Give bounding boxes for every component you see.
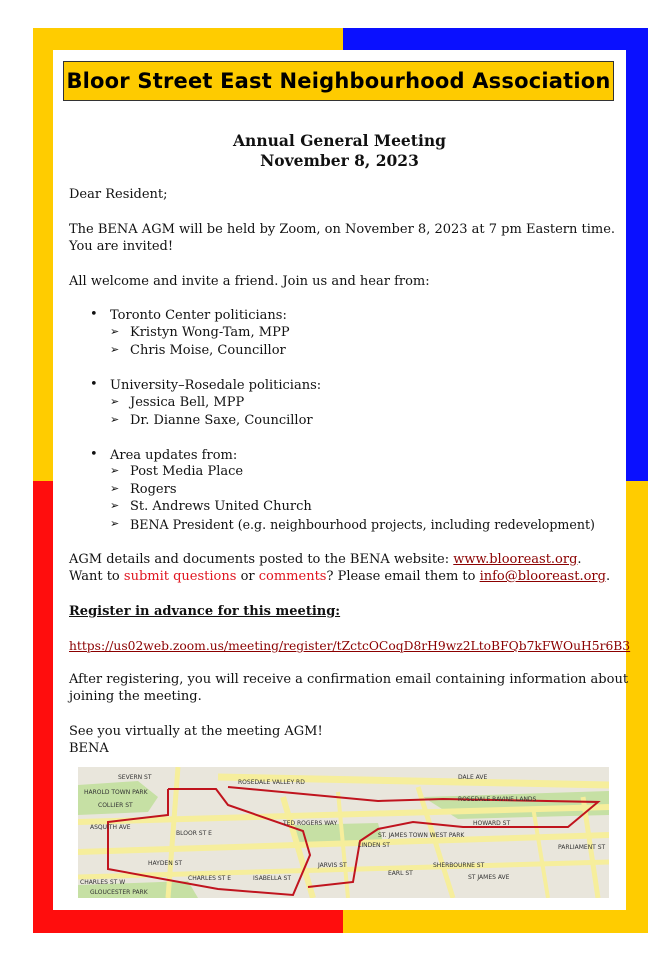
map-label: HAROLD TOWN PARK — [84, 789, 148, 796]
submit-questions-text: submit questions — [123, 569, 237, 584]
arrow-bullet-icon: ➢ — [110, 464, 120, 477]
group-label: University–Rosedale politicians: — [110, 378, 322, 393]
map-label: TED ROGERS WAY — [283, 820, 338, 827]
arrow-bullet-icon: ➢ — [110, 343, 120, 356]
list-item: Chris Moise, Councillor — [130, 343, 286, 358]
map-label: CHARLES ST E — [188, 875, 231, 882]
details-prefix: AGM details and documents posted to the BENA website: — [69, 552, 454, 567]
please-email-text: ? Please email them to — [326, 569, 480, 584]
arrow-bullet-icon: ➢ — [110, 395, 120, 408]
closing-line: See you virtually at the meeting AGM! — [69, 724, 323, 739]
meeting-title: Annual General Meeting — [233, 131, 446, 150]
email-suffix: . — [605, 569, 611, 584]
list-item: Rogers — [130, 482, 177, 497]
meeting-date: November 8, 2023 — [260, 151, 419, 170]
map-label: PARLIAMENT ST — [558, 844, 606, 851]
map-label: HOWARD ST — [473, 820, 511, 827]
list-item: Kristyn Wong-Tam, MPP — [130, 325, 290, 340]
want-prefix: Want to — [69, 569, 124, 584]
register-heading: Register in advance for this meeting: — [69, 604, 341, 619]
map-label: SEVERN ST — [118, 774, 152, 781]
map-label: EARL ST — [388, 870, 413, 877]
email-link[interactable]: info@blooreast.org — [479, 569, 606, 584]
map-label: GLOUCESTER PARK — [90, 889, 148, 896]
map-label: BLOOR ST E — [176, 830, 212, 837]
arrow-bullet-icon: ➢ — [110, 482, 120, 495]
list-item: Jessica Bell, MPP — [130, 395, 245, 410]
list-item: St. Andrews United Church — [130, 499, 312, 514]
greeting: Dear Resident; — [69, 187, 168, 202]
map-label: SHERBOURNE ST — [433, 862, 485, 869]
association-title: Bloor Street East Neighbourhood Association — [66, 69, 611, 93]
list-item: BENA President (e.g. neighbourhood projects, including redevelopment) — [130, 517, 595, 532]
signature: BENA — [69, 741, 109, 756]
bullet-icon: • — [90, 377, 98, 392]
arrow-bullet-icon: ➢ — [110, 413, 120, 426]
intro-line-1: The BENA AGM will be held by Zoom, on November 8, 2023 at 7 pm Eastern time. — [69, 222, 616, 237]
map-label: ST. JAMES TOWN WEST PARK — [378, 832, 465, 839]
map-label: CHARLES ST W — [80, 879, 126, 886]
details-suffix: . — [577, 552, 582, 567]
arrow-bullet-icon: ➢ — [110, 325, 120, 338]
group-label: Area updates from: — [110, 448, 238, 463]
details-line — [69, 551, 582, 569]
bullet-icon: • — [90, 307, 98, 322]
after-register-line-2: joining the meeting. — [69, 689, 202, 704]
map-label: ST JAMES AVE — [468, 874, 510, 881]
group-label: Toronto Center politicians: — [110, 308, 287, 323]
comments-text: comments — [258, 569, 327, 584]
map-label: JARVIS ST — [318, 862, 347, 869]
map-label: DALE AVE — [458, 774, 488, 781]
map-label: ISABELLA ST — [253, 875, 292, 882]
list-item: Dr. Dianne Saxe, Councillor — [130, 413, 313, 428]
neighbourhood-map — [78, 767, 609, 898]
list-item: Post Media Place — [130, 464, 244, 479]
arrow-bullet-icon: ➢ — [110, 517, 120, 530]
map-label: ROSEDALE VALLEY RD — [238, 779, 305, 786]
map-label: ROSEDALE RAVINE LANDS — [458, 796, 537, 803]
after-register-line-1: After registering, you will receive a confirmation email containing information about — [69, 672, 629, 687]
submit-line — [69, 568, 610, 586]
or-text: or — [236, 569, 259, 584]
map-label: COLLIER ST — [98, 802, 133, 809]
register-link[interactable]: https://us02web.zoom.us/meeting/register/tZctcOCoqD8rH9wz2LtoBFQb7kFWOuH5r6B3 — [69, 639, 631, 653]
association-banner — [63, 61, 614, 101]
bullet-icon: • — [90, 447, 98, 462]
map-label: ASQUITH AVE — [90, 824, 131, 831]
welcome-line: All welcome and invite a friend. Join us and hear from: — [69, 274, 430, 289]
intro-line-2: You are invited! — [69, 239, 174, 254]
website-link[interactable]: www.blooreast.org — [453, 552, 578, 567]
arrow-bullet-icon: ➢ — [110, 499, 120, 512]
map-label: HAYDEN ST — [148, 860, 183, 867]
map-label: LINDEN ST — [358, 842, 390, 849]
